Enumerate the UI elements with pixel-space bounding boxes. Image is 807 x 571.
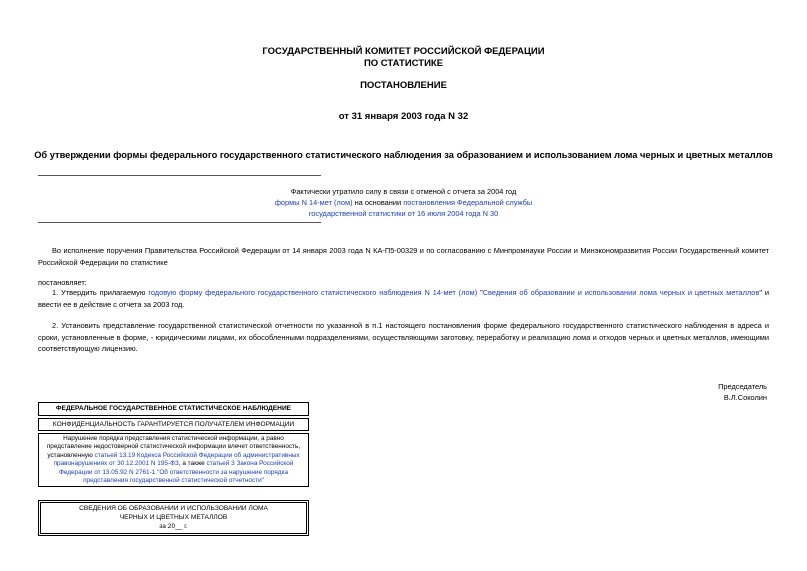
- confidentiality-label: КОНФИДЕНЦИАЛЬНОСТЬ ГАРАНТИРУЕТСЯ ПОЛУЧАТЕЛЕМ ИНФОРМАЦИИ: [52, 421, 295, 428]
- org-name-line1: ГОСУДАРСТВЕННЫЙ КОМИТЕТ РОССИЙСКОЙ ФЕДЕРАЦИИ: [262, 46, 545, 57]
- divider-bottom: [38, 222, 321, 223]
- org-name-line2: ПО СТАТИСТИКЕ: [363, 58, 444, 69]
- status-note-mid: на основании: [352, 198, 404, 207]
- decree-word: постановляет:: [38, 278, 87, 287]
- intro-paragraph: Во исполнение поручения Правительства Российской Федерации от 14 января 2003 года N КА-П5-00329 и по согласованию с Минпромнауки России и Минэкономразвития России Государственный комитет Российской Федерации по статистике: [38, 246, 769, 267]
- report-period: за 20__ г.: [159, 523, 188, 530]
- paragraph-1: [38, 287, 769, 310]
- link-koap-law[interactable]: правонарушениях от 30.12.2001 N 195-ФЗ: [53, 460, 179, 468]
- warning-line4-text: , а также: [178, 460, 207, 468]
- link-rosstat-decree-a[interactable]: постановления Федеральной службы: [403, 198, 533, 207]
- link-annual-form[interactable]: годовую форму федерального государственного статистического наблюдения N 14-мет (лом): [148, 288, 478, 297]
- warning-line4: [39, 460, 308, 468]
- paragraph-2: 2. Установить представление государственной статистической отчетности по указанной в п.1 настоящего постановления форме федерального государственного статистического наблюдения в адреса и сроки, установленные в форме, - юридическими лицами, их обособленными подразделениями, осуществляющими заготовку, переработку и реализацию лома и отходов черных и цветных металлов, имеющими соответствующую лицензию.: [38, 321, 769, 353]
- p1-text-a: 1. Утвердить прилагаемую: [52, 288, 149, 297]
- signature-role: Председатель: [718, 382, 767, 391]
- report-title-line1: СВЕДЕНИЯ ОБ ОБРАЗОВАНИИ И ИСПОЛЬЗОВАНИИ ЛОМА: [79, 505, 268, 512]
- report-title-box: [38, 500, 309, 536]
- report-title-line2: ЧЕРНЫХ И ЦВЕТНЫХ МЕТАЛЛОВ: [119, 514, 228, 521]
- link-rosstat-decree-b[interactable]: государственной статистики от 16 июля 2004 года N 30: [308, 209, 499, 218]
- status-note-line2: [0, 197, 807, 208]
- federal-observation-label: ФЕДЕРАЛЬНОЕ ГОСУДАРСТВЕННОЕ СТАТИСТИЧЕСКОЕ НАБЛЮДЕНИЕ: [55, 405, 292, 412]
- signature: [718, 381, 767, 403]
- doc-date: от 31 января 2003 года N 32: [338, 111, 469, 122]
- doc-type: ПОСТАНОВЛЕНИЕ: [360, 80, 447, 91]
- link-law-2761-1-cont[interactable]: представления государственной статистической отчетности": [83, 477, 264, 485]
- document-title: Об утверждении формы федерального государственного статистического наблюдения за образованием и использованием лома черных и цветных металлов: [34, 150, 773, 160]
- warning-line1: Нарушение порядка представления статистической информации, а равно: [63, 435, 284, 442]
- warning-line2: представление недостоверной статистической информации влечет ответственность,: [46, 443, 301, 451]
- link-koap-13-19[interactable]: статьей 13.19 Кодекса Российской Федерации об административных: [94, 451, 300, 459]
- link-law-article3[interactable]: статьей 3 Закона Российской: [206, 460, 294, 468]
- warning-line3: [39, 452, 308, 460]
- link-law-2761-1[interactable]: Федерации от 13.05.92 N 2761-1 "Об ответственности за нарушение порядка: [59, 468, 288, 476]
- federal-observation-box: [38, 402, 309, 416]
- p1-text-c: " и ввести ее в действие с отчета за 2003 год.: [38, 288, 770, 309]
- status-note-line1: Фактически утратило силу в связи с отменой с отчета за 2004 год: [290, 187, 517, 196]
- status-note: [0, 186, 807, 219]
- signature-name: В.Л.Соколин: [723, 393, 767, 402]
- link-form-title[interactable]: Сведения об образовании и использовании лома черных и цветных металлов: [482, 288, 760, 297]
- link-form-14met[interactable]: формы N 14-мет (лом): [274, 198, 353, 207]
- warning-line3-text: установленную: [47, 451, 95, 459]
- divider-top: [38, 175, 321, 176]
- p1-text-b: ": [477, 288, 483, 297]
- confidentiality-box: [38, 418, 309, 431]
- liability-warning-box: [38, 433, 309, 487]
